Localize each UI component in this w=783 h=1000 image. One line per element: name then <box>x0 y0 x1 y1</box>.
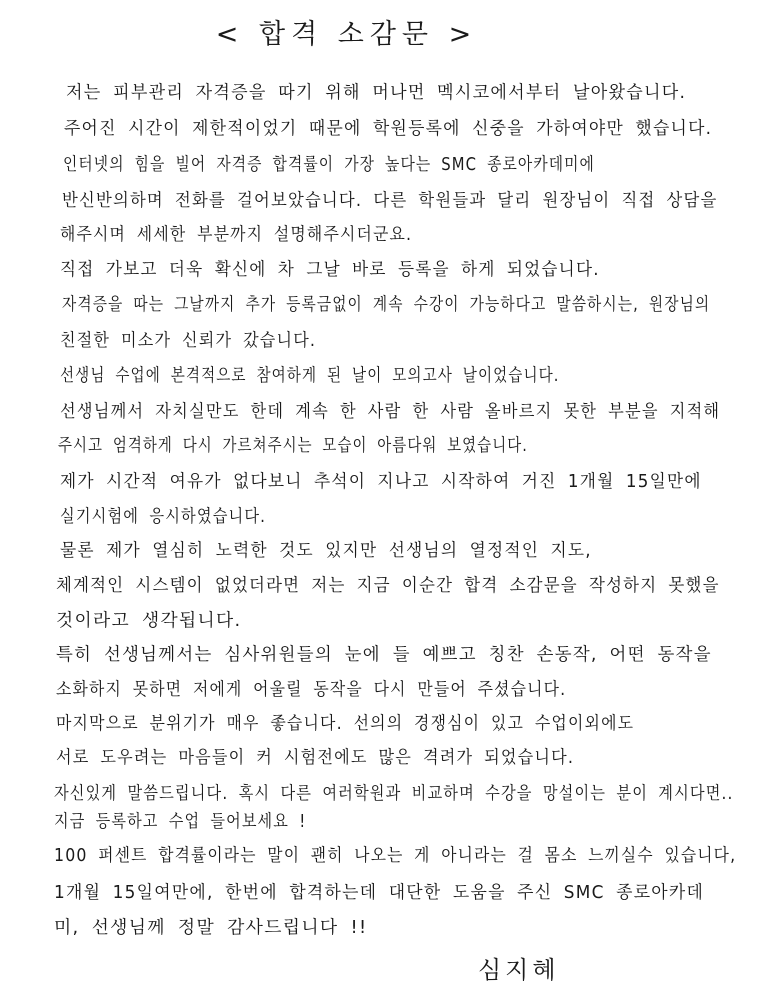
letter-line: 자신있게 말씀드립니다. 혹시 다른 여러학원과 비교하며 수강을 망설이는 분이 계시다면.. <box>54 784 734 804</box>
letter-line: 저는 피부관리 자격증을 따기 위해 머나먼 멕시코에서부터 날아왔습니다. <box>66 83 687 103</box>
letter-line: 서로 도우려는 마음들이 커 시험전에도 많은 격려가 되었습니다. <box>56 748 575 768</box>
letter-line: 인터넷의 힘을 빌어 자격증 합격률이 가장 높다는 SMC 종로아카데미에 <box>63 155 595 175</box>
letter-line: 자격증을 따는 그날까지 추가 등록금없이 계속 수강이 가능하다고 말씀하시는, 원장님의 <box>62 295 711 315</box>
letter-line: 선생님 수업에 본격적으로 참여하게 된 날이 모의고사 날이었습니다. <box>60 366 560 386</box>
letter-line: 해주시며 세세한 부분까지 설명해주시더군요. <box>60 225 413 245</box>
letter-line: 마지막으로 분위기가 매우 좋습니다. 선의의 경쟁심이 있고 수업이외에도 <box>56 714 635 734</box>
letter-line: 주시고 엄격하게 다시 가르쳐주시는 모습이 아름다워 보였습니다. <box>58 436 528 456</box>
letter-line: 지금 등록하고 수업 들어보세요 ! <box>54 812 307 832</box>
letter-line: 것이라고 생각됩니다. <box>56 611 242 631</box>
page-title: < 합격 소감문 > <box>215 19 478 50</box>
letter-line: 소화하지 못하면 저에게 어울릴 동작을 다시 만들어 주셨습니다. <box>56 680 567 700</box>
letter-line: 선생님께서 자치실만도 한데 계속 한 사람 한 사람 올바르지 못한 부분을 지적해 <box>60 402 721 422</box>
letter-line: 1개월 15일여만에, 한번에 합격하는데 대단한 도움을 주신 SMC 종로아카데 <box>54 883 705 903</box>
letter-line: 주어진 시간이 제한적이었기 때문에 학원등록에 신중을 가하여야만 했습니다. <box>64 119 713 139</box>
letter-line: 체계적인 시스템이 없었더라면 저는 지금 이순간 합격 소감문을 작성하지 못했을 <box>56 576 720 596</box>
letter-line: 직접 가보고 더욱 확신에 차 그날 바로 등록을 하게 되었습니다. <box>60 260 600 280</box>
signature: 심지혜 <box>478 956 560 984</box>
letter-line: 특히 선생님께서는 심사위원들의 눈에 들 예쁘고 칭찬 손동작, 어떤 동작을 <box>56 645 712 665</box>
letter-line: 실기시험에 응시하였습니다. <box>60 507 267 527</box>
letter-line: 물론 제가 열심히 노력한 것도 있지만 선생님의 열정적인 지도, <box>60 541 592 561</box>
letter-line: 미, 선생님께 정말 감사드립니다 !! <box>54 918 368 938</box>
letter-line: 반신반의하며 전화를 걸어보았습니다. 다른 학원들과 달리 원장님이 직접 상담을 <box>62 191 718 211</box>
letter-line: 제가 시간적 여유가 없다보니 추석이 지나고 시작하여 거진 1개월 15일만에 <box>60 472 702 492</box>
letter-line: 친절한 미소가 신뢰가 갔습니다. <box>60 331 317 351</box>
letter-line: 100 퍼센트 합격률이라는 말이 괜히 나오는 게 아니라는 걸 몸소 느끼실수 있습니다, <box>54 846 737 866</box>
